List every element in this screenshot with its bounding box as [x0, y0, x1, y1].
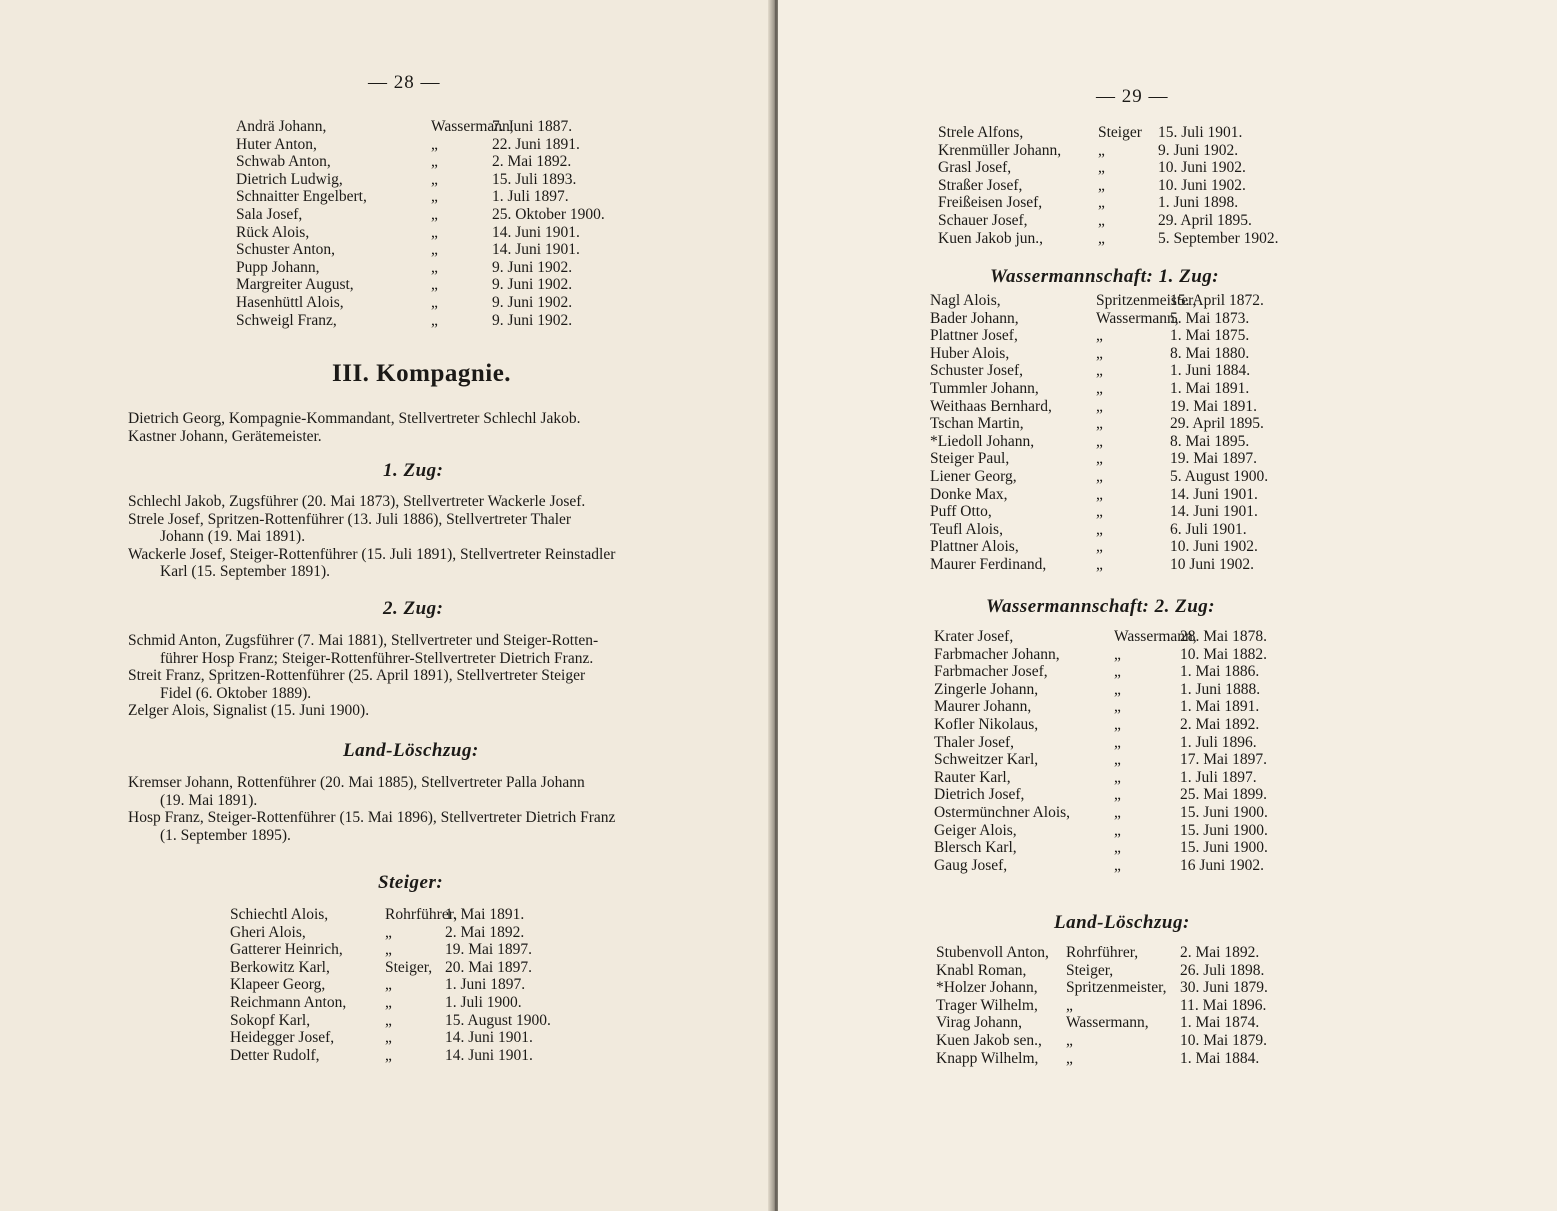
member-name: Huter Anton, [236, 135, 317, 153]
member-date: 14. Juni 1901. [492, 223, 580, 241]
member-name: Farbmacher Johann, [934, 645, 1060, 663]
member-name: Trager Wilhelm, [936, 996, 1038, 1014]
wassermannschaft-zug1-heading: Wassermannschaft: 1. Zug: [990, 266, 1220, 287]
member-role: „ [1114, 803, 1121, 821]
member-role: „ [1096, 379, 1103, 397]
member-role: „ [1096, 415, 1103, 433]
member-date: 10. Juni 1902. [1170, 538, 1258, 556]
text-line: Wackerle Josef, Steiger-Rottenführer (15. Juli 1891), Stellvertreter Reinstadler [128, 545, 616, 563]
member-name: Krenmüller Johann, [938, 141, 1062, 159]
member-role: Rohrführer, [1066, 944, 1139, 961]
member-role: „ [1066, 1031, 1073, 1049]
text-line: (1. September 1895). [160, 826, 291, 844]
member-date: 25. Mai 1899. [1180, 786, 1267, 804]
member-role: „ [1114, 856, 1121, 874]
member-role: „ [431, 223, 438, 241]
member-name: Berkowitz Karl, [230, 958, 330, 976]
member-name: Schwab Anton, [236, 153, 331, 171]
land-loeschzug-heading: Land-Löschzug: [343, 740, 479, 761]
steiger-heading: Steiger: [378, 872, 444, 893]
text-line: Strele Josef, Spritzen-Rottenführer (13. Juli 1886), Stellvertreter Thaler [128, 510, 572, 528]
member-role: „ [431, 188, 438, 206]
member-date: 1. Juli 1897. [1180, 768, 1257, 786]
member-date: 9. Juni 1902. [492, 293, 573, 311]
member-role: „ [385, 1046, 392, 1064]
member-role: „ [1098, 229, 1105, 247]
member-name: Plattner Josef, [930, 327, 1018, 345]
land-loeschzug-paragraph [128, 774, 615, 844]
member-date: 15. Juni 1900. [1180, 839, 1268, 857]
member-role: „ [1114, 821, 1121, 839]
member-date: 2. Mai 1892. [492, 153, 572, 171]
member-role: „ [1114, 839, 1121, 857]
member-role: „ [431, 170, 438, 188]
zug2-heading: 2. Zug: [383, 598, 444, 619]
member-date: 14. Juni 1901. [1170, 485, 1258, 503]
text-line: Streit Franz, Spritzen-Rottenführer (25. April 1891), Stellvertreter Steiger [128, 667, 586, 684]
member-role: „ [431, 311, 438, 329]
text-line: Johann (19. Mai 1891). [160, 528, 306, 545]
member-name: Heidegger Josef, [230, 1029, 335, 1047]
member-name: Schauer Josef, [938, 211, 1028, 229]
member-date: 5. September 1902. [1158, 229, 1279, 247]
member-date: 22. Juni 1891. [492, 135, 580, 153]
member-role: „ [1098, 194, 1105, 212]
member-date: 29. April 1895. [1158, 211, 1252, 229]
member-date: 8. Mai 1895. [1170, 432, 1250, 450]
member-name: Sala Josef, [236, 205, 303, 223]
member-role: „ [1114, 663, 1121, 681]
member-date: 9. Juni 1902. [492, 258, 573, 276]
member-name: Nagl Alois, [930, 292, 1001, 309]
text-line: führer Hosp Franz; Steiger-Rottenführer-Stellvertreter Dietrich Franz. [160, 649, 594, 667]
member-name: Donke Max, [930, 485, 1008, 503]
member-date: 17. Mai 1897. [1180, 751, 1267, 769]
member-date: 9. Juni 1902. [492, 276, 573, 294]
text-line: Kremser Johann, Rottenführer (20. Mai 1885), Stellvertreter Palla Johann [128, 774, 585, 791]
member-date: 14. Juni 1901. [445, 1029, 533, 1047]
member-date: 1. Mai 1886. [1180, 663, 1260, 681]
member-name: Tummler Johann, [930, 379, 1039, 397]
member-role: Wassermann, [1066, 1014, 1149, 1032]
member-role: Steiger, [1066, 961, 1114, 979]
member-date: 9. Juni 1902. [492, 311, 573, 329]
member-date: 1. Juni 1884. [1170, 362, 1251, 380]
member-date: 26. Juli 1898. [1180, 961, 1265, 979]
member-role: „ [1114, 786, 1121, 804]
member-name: Gheri Alois, [230, 923, 306, 941]
member-date: 10 Juni 1902. [1170, 555, 1254, 573]
member-date: 1. Mai 1891. [1180, 698, 1260, 716]
member-name: Puff Otto, [930, 503, 992, 521]
wassermannschaft-zug2-heading: Wassermannschaft: 2. Zug: [986, 596, 1216, 617]
member-date: 15. Juni 1900. [1180, 821, 1268, 839]
member-name: Schweitzer Karl, [934, 751, 1039, 769]
member-date: 1. Juni 1888. [1180, 680, 1261, 698]
member-role: „ [1098, 211, 1105, 229]
member-date: 1. Mai 1875. [1170, 327, 1250, 345]
member-name: Bader Johann, [930, 309, 1019, 327]
member-name: Sokopf Karl, [230, 1011, 311, 1029]
member-name: Farbmacher Josef, [934, 663, 1048, 681]
member-name: Klapeer Georg, [230, 976, 326, 994]
member-role: „ [1096, 362, 1103, 380]
member-name: Tschan Martin, [930, 415, 1024, 433]
member-role: „ [1096, 538, 1103, 556]
member-role: „ [431, 241, 438, 259]
member-role: „ [1114, 645, 1121, 663]
member-name: Zingerle Johann, [934, 680, 1039, 698]
member-date: 1. Mai 1874. [1180, 1014, 1260, 1032]
text-line: Schmid Anton, Zugsführer (7. Mai 1881), Stellvertreter und Steiger-Rotten- [128, 632, 599, 649]
member-date: 14. Juni 1901. [445, 1046, 533, 1064]
page-number: — 29 — [1096, 86, 1169, 107]
member-name: Rauter Karl, [934, 768, 1011, 786]
member-date: 14. Juni 1901. [492, 241, 580, 259]
member-name: Dietrich Josef, [934, 786, 1025, 804]
member-date: 19. Mai 1897. [1170, 450, 1257, 468]
member-date: 10. Juni 1902. [1158, 176, 1246, 194]
member-role: „ [385, 993, 392, 1011]
member-name: Knapp Wilhelm, [936, 1049, 1039, 1067]
member-date: 15. August 1900. [445, 1011, 551, 1029]
member-date: 28. Mai 1878. [1180, 628, 1267, 645]
intro-line: Dietrich Georg, Kompagnie-Kommandant, Stellvertreter Schlechl Jakob. [128, 410, 581, 427]
member-role: „ [1098, 159, 1105, 177]
member-date: 2. Mai 1892. [445, 923, 525, 941]
member-date: 19. Mai 1897. [445, 941, 532, 959]
member-name: Kofler Nikolaus, [934, 715, 1039, 733]
member-role: „ [1114, 715, 1121, 733]
member-role: Rohrführer, [385, 906, 458, 923]
member-name: Plattner Alois, [930, 538, 1019, 556]
member-date: 8. Mai 1880. [1170, 344, 1250, 362]
text-line: Fidel (6. Oktober 1889). [160, 684, 312, 702]
member-role: „ [1114, 733, 1121, 751]
member-role: „ [1114, 751, 1121, 769]
text-line: (19. Mai 1891). [160, 791, 258, 809]
member-date: 16 Juni 1902. [1180, 856, 1264, 874]
member-role: „ [385, 923, 392, 941]
member-name: Maurer Johann, [934, 698, 1032, 716]
member-name: Andrä Johann, [236, 118, 327, 135]
member-name: Ostermünchner Alois, [934, 803, 1071, 821]
member-role: „ [431, 205, 438, 223]
member-role: „ [1096, 467, 1103, 485]
member-role: „ [431, 293, 438, 311]
member-date: 15. Juli 1901. [1158, 124, 1243, 141]
page-28 [0, 0, 775, 1211]
zug2-paragraph [128, 632, 598, 720]
member-name: Steiger Paul, [930, 450, 1010, 468]
member-name: Virag Johann, [936, 1014, 1023, 1032]
member-name: Gatterer Heinrich, [230, 941, 343, 959]
member-name: Krater Josef, [934, 628, 1014, 645]
member-role: Wassermann, [431, 118, 514, 135]
member-role: „ [1096, 344, 1103, 362]
member-role: „ [431, 258, 438, 276]
member-name: Strele Alfons, [938, 124, 1024, 141]
member-date: 1. Juli 1900. [445, 993, 522, 1011]
member-role: „ [1098, 141, 1105, 159]
member-name: Schuster Anton, [236, 241, 336, 259]
member-date: 15. Juli 1893. [492, 170, 577, 188]
member-name: Geiger Alois, [934, 821, 1017, 839]
member-role: „ [385, 1029, 392, 1047]
member-role: „ [431, 135, 438, 153]
member-name: Maurer Ferdinand, [930, 555, 1047, 573]
land-loeschzug-heading: Land-Löschzug: [1054, 912, 1190, 933]
intro-line: Kastner Johann, Gerätemeister. [128, 427, 322, 445]
member-name: Reichmann Anton, [230, 993, 347, 1011]
member-date: 29. April 1895. [1170, 415, 1264, 433]
member-name: Blersch Karl, [934, 839, 1017, 857]
member-name: Straßer Josef, [938, 176, 1023, 194]
member-date: 5. August 1900. [1170, 467, 1269, 485]
member-date: 10. Juni 1902. [1158, 159, 1246, 177]
zug1-paragraph [128, 493, 615, 581]
member-name: Schuster Josef, [930, 362, 1023, 380]
member-date: 19. Mai 1891. [1170, 397, 1257, 415]
member-date: 10. Mai 1879. [1180, 1031, 1267, 1049]
member-role: „ [1096, 555, 1103, 573]
member-date: 15. April 1872. [1170, 292, 1264, 309]
member-role: Spritzenmeister, [1066, 979, 1167, 997]
member-name: Dietrich Ludwig, [236, 170, 343, 188]
page-29 [778, 0, 1557, 1211]
member-date: 1. Mai 1891. [445, 906, 525, 923]
member-name: Gaug Josef, [934, 856, 1008, 874]
member-role: Wassermann, [1096, 309, 1179, 327]
page-number: — 28 — [368, 72, 441, 93]
member-role: „ [1066, 1049, 1073, 1067]
member-date: 11. Mai 1896. [1180, 996, 1267, 1014]
member-name: Kuen Jakob jun., [938, 229, 1044, 247]
member-name: Liener Georg, [930, 467, 1017, 485]
member-name: Schweigl Franz, [236, 311, 337, 329]
member-name: Teufl Alois, [930, 520, 1003, 538]
member-name: Huber Alois, [930, 344, 1010, 362]
member-role: „ [385, 941, 392, 959]
member-name: Schnaitter Engelbert, [236, 188, 367, 206]
member-name: Kuen Jakob sen., [936, 1031, 1042, 1049]
member-name: Stubenvoll Anton, [936, 944, 1049, 961]
member-role: „ [1114, 698, 1121, 716]
member-date: 1. Juli 1897. [492, 188, 569, 206]
member-role: „ [1096, 485, 1103, 503]
member-role: „ [1098, 176, 1105, 194]
member-role: „ [1096, 432, 1103, 450]
member-name: Margreiter August, [236, 276, 354, 294]
company-title: III. Kompagnie. [332, 360, 512, 387]
member-role: „ [1114, 768, 1121, 786]
member-date: 9. Juni 1902. [1158, 141, 1239, 159]
member-role: Steiger, [385, 958, 433, 976]
member-role: „ [1096, 397, 1103, 415]
member-date: 1. Mai 1884. [1180, 1049, 1260, 1067]
member-name: Weithaas Bernhard, [930, 397, 1052, 415]
zug1-heading: 1. Zug: [383, 460, 444, 481]
member-name: Schiechtl Alois, [230, 906, 329, 923]
member-date: 2. Mai 1892. [1180, 944, 1260, 961]
member-role: Steiger [1098, 124, 1142, 141]
member-name: Hasenhüttl Alois, [236, 293, 344, 311]
member-date: 25. Oktober 1900. [492, 205, 605, 223]
member-name: Detter Rudolf, [230, 1046, 320, 1064]
member-role: Wassermann, [1114, 628, 1197, 645]
member-date: 7. Juni 1887. [492, 118, 573, 135]
member-role: „ [1096, 327, 1103, 345]
member-role: „ [1096, 503, 1103, 521]
member-name: Pupp Johann, [236, 258, 320, 276]
member-date: 20. Mai 1897. [445, 958, 532, 976]
member-role: „ [1066, 996, 1073, 1014]
member-date: 5. Mai 1873. [1170, 309, 1250, 327]
member-role: Spritzenmeister, [1096, 292, 1197, 309]
member-role: „ [1114, 680, 1121, 698]
member-date: 6. Juli 1901. [1170, 520, 1247, 538]
member-name: Knabl Roman, [936, 961, 1027, 979]
text-line: Hosp Franz, Steiger-Rottenführer (15. Mai 1896), Stellvertreter Dietrich Franz [128, 809, 616, 826]
member-name: Grasl Josef, [938, 159, 1012, 177]
member-role: „ [431, 153, 438, 171]
member-name: *Holzer Johann, [936, 979, 1038, 997]
member-date: 10. Mai 1882. [1180, 645, 1267, 663]
member-role: „ [1096, 450, 1103, 468]
member-name: Freißeisen Josef, [938, 194, 1043, 212]
text-line: Karl (15. September 1891). [160, 563, 331, 580]
member-date: 2. Mai 1892. [1180, 715, 1260, 733]
text-line: Schlechl Jakob, Zugsführer (20. Mai 1873), Stellvertreter Wackerle Josef. [128, 493, 586, 510]
member-name: *Liedoll Johann, [930, 432, 1035, 450]
member-date: 1. Juli 1896. [1180, 733, 1257, 751]
member-role: „ [385, 976, 392, 994]
member-date: 1. Juni 1897. [445, 976, 526, 994]
member-date: 14. Juni 1901. [1170, 503, 1258, 521]
member-name: Thaler Josef, [934, 733, 1015, 751]
member-date: 15. Juni 1900. [1180, 803, 1268, 821]
member-date: 1. Juni 1898. [1158, 194, 1239, 212]
text-line: Zelger Alois, Signalist (15. Juni 1900). [128, 702, 370, 719]
member-role: „ [431, 276, 438, 294]
member-name: Rück Alois, [236, 223, 310, 241]
company-intro [128, 410, 581, 445]
member-role: „ [1096, 520, 1103, 538]
member-date: 30. Juni 1879. [1180, 979, 1268, 997]
member-date: 1. Mai 1891. [1170, 379, 1250, 397]
member-role: „ [385, 1011, 392, 1029]
